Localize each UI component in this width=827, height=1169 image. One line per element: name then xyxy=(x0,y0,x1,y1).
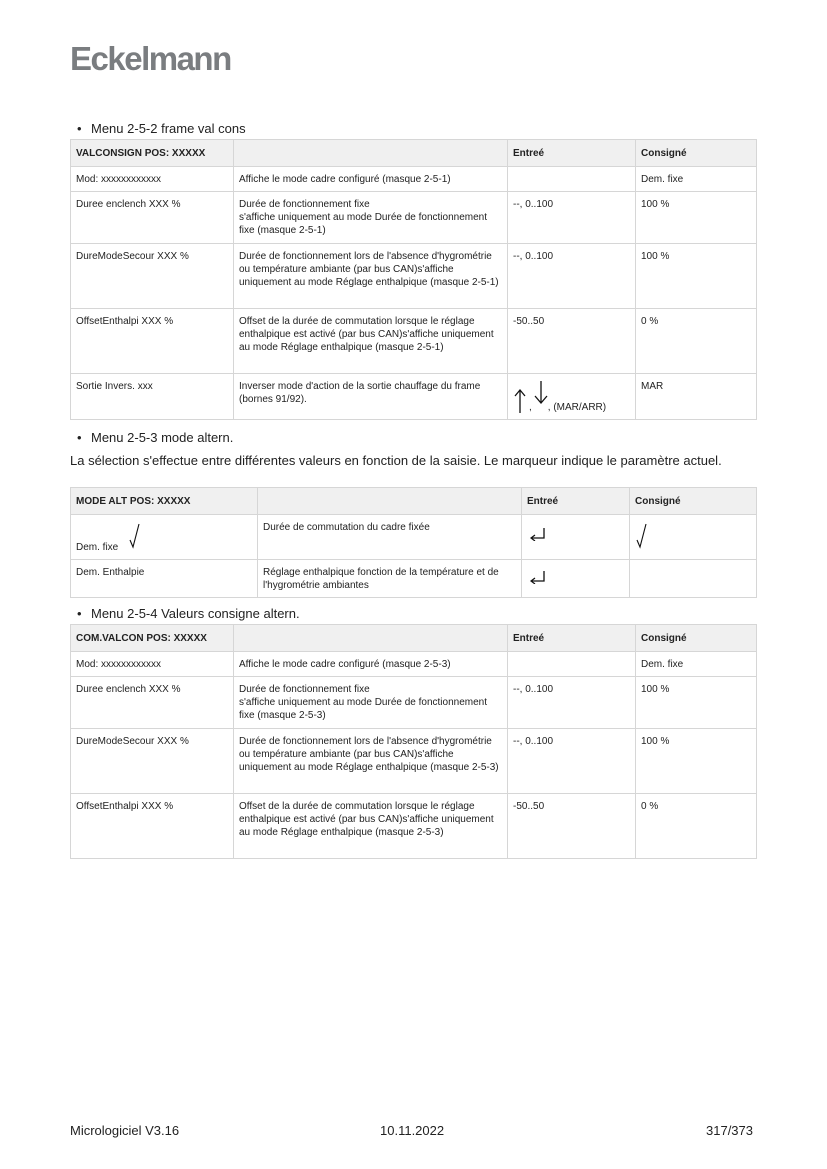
return-icon[interactable] xyxy=(529,527,547,541)
param-entry xyxy=(522,515,630,560)
bullet-dot: • xyxy=(77,121,82,136)
param-name: DureModeSecour XXX % xyxy=(71,244,234,309)
header-cell: Consigné xyxy=(636,625,757,652)
param-entry: --, 0..100 xyxy=(508,729,636,794)
param-entry: -50..50 xyxy=(508,794,636,859)
table-row xyxy=(71,167,757,192)
param-entry: --, 0..100 xyxy=(508,192,636,244)
param-desc: Durée de fonctionnement lors de l'absence d'hygrométrie ou température ambiante (par bus CAN)s'affiche uniquement au mode Réglage enthalpique (masque 2-5-3) xyxy=(234,729,508,794)
table-menu-2-5-3 xyxy=(70,487,757,598)
param-desc: Offset de la durée de commutation lorsque le réglage enthalpique est activé (par bus CAN)s'affiche uniquement au mode Réglage enthalpique (masque 2-5-3) xyxy=(234,794,508,859)
arrow-down-icon xyxy=(534,380,548,406)
arrow-up-icon xyxy=(514,388,526,414)
param-default: 100 % xyxy=(636,729,757,794)
param-desc: Affiche le mode cadre configuré (masque 2-5-1) xyxy=(234,167,508,192)
bullet-dot: • xyxy=(77,606,82,621)
table-header-row xyxy=(71,625,757,652)
header-cell xyxy=(258,488,522,515)
bullet-dot: • xyxy=(77,430,82,445)
section-bullet-menu-2-5-2 xyxy=(77,121,246,136)
param-default: 0 % xyxy=(636,309,757,374)
param-name: Sortie Invers. xxx xyxy=(71,374,234,420)
header-cell: COM.VALCON POS: XXXXX xyxy=(71,625,234,652)
param-name: Dem. Enthalpie xyxy=(71,560,258,598)
table-row xyxy=(71,560,757,598)
table-row xyxy=(71,374,757,420)
param-desc: Durée de fonctionnement lors de l'absence d'hygrométrie ou température ambiante (par bus CAN)s'affiche uniquement au mode Réglage enthalpique (masque 2-5-1) xyxy=(234,244,508,309)
param-name: Duree enclench XXX % xyxy=(71,192,234,244)
param-entry xyxy=(508,167,636,192)
param-default: MAR xyxy=(636,374,757,420)
param-default: 100 % xyxy=(636,192,757,244)
header-cell: Entreé xyxy=(508,140,636,167)
param-entry xyxy=(508,652,636,677)
param-default: Dem. fixe xyxy=(636,652,757,677)
param-entry xyxy=(522,560,630,598)
param-desc: Durée de fonctionnement fixe s'affiche uniquement au mode Durée de fonctionnement fixe (masque 2-5-1) xyxy=(234,192,508,244)
param-name xyxy=(71,515,258,560)
header-cell: Consigné xyxy=(636,140,757,167)
checkmark-icon xyxy=(129,523,141,549)
param-default: 100 % xyxy=(636,677,757,729)
section-title: Menu 2-5-4 Valeurs consigne altern. xyxy=(91,606,300,621)
header-cell xyxy=(234,140,508,167)
param-entry: --, 0..100 xyxy=(508,244,636,309)
header-cell: Consigné xyxy=(630,488,757,515)
param-desc: Inverser mode d'action de la sortie chauffage du frame (bornes 91/92). xyxy=(234,374,508,420)
param-desc: Réglage enthalpique fonction de la température et de l'hygrométrie ambiantes xyxy=(258,560,522,598)
return-icon[interactable] xyxy=(529,570,547,584)
param-desc: Durée de commutation du cadre fixée xyxy=(258,515,522,560)
entry-suffix: , (MAR/ARR) xyxy=(547,402,607,413)
param-entry xyxy=(508,374,636,420)
table-row xyxy=(71,652,757,677)
entry-separator: , xyxy=(529,402,532,413)
param-entry: --, 0..100 xyxy=(508,677,636,729)
table-header-row xyxy=(71,140,757,167)
param-name: OffsetEnthalpi XXX % xyxy=(71,794,234,859)
param-entry: -50..50 xyxy=(508,309,636,374)
param-name: Duree enclench XXX % xyxy=(71,677,234,729)
param-default: Dem. fixe xyxy=(636,167,757,192)
header-cell xyxy=(234,625,508,652)
param-desc: Durée de fonctionnement fixe s'affiche uniquement au mode Durée de fonctionnement fixe (masque 2-5-3) xyxy=(234,677,508,729)
footer-software-version: Micrologiciel V3.16 xyxy=(70,1123,180,1138)
table-row xyxy=(71,729,757,794)
header-cell: Entreé xyxy=(508,625,636,652)
section-bullet-menu-2-5-4 xyxy=(77,606,300,621)
table-row xyxy=(71,309,757,374)
param-name: Mod: xxxxxxxxxxxx xyxy=(71,652,234,677)
header-cell: VALCONSIGN POS: XXXXX xyxy=(71,140,234,167)
table-menu-2-5-4 xyxy=(70,624,757,859)
checkmark-icon xyxy=(636,523,648,549)
param-default xyxy=(630,515,757,560)
section-title: Menu 2-5-3 mode altern. xyxy=(91,430,234,445)
table-row xyxy=(71,677,757,729)
param-name: OffsetEnthalpi XXX % xyxy=(71,309,234,374)
param-name: DureModeSecour XXX % xyxy=(71,729,234,794)
param-default: 0 % xyxy=(636,794,757,859)
header-cell: Entreé xyxy=(522,488,630,515)
table-row xyxy=(71,192,757,244)
section-paragraph: La sélection s'effectue entre différentes valeurs en fonction de la saisie. Le marqueur indique le paramètre actuel. xyxy=(70,453,722,468)
table-row xyxy=(71,794,757,859)
param-default xyxy=(630,560,757,598)
option-label: Dem. fixe xyxy=(76,542,119,553)
section-title: Menu 2-5-2 frame val cons xyxy=(91,121,246,136)
param-desc: Offset de la durée de commutation lorsque le réglage enthalpique est activé (par bus CAN)s'affiche uniquement au mode Réglage enthalpique (masque 2-5-1) xyxy=(234,309,508,374)
param-default: 100 % xyxy=(636,244,757,309)
table-row xyxy=(71,515,757,560)
table-menu-2-5-2 xyxy=(70,139,757,420)
footer-page-number: 317/373 xyxy=(706,1123,753,1138)
footer-date: 10.11.2022 xyxy=(380,1123,445,1138)
company-logo: Eckelmann xyxy=(70,40,231,77)
param-desc: Affiche le mode cadre configuré (masque 2-5-3) xyxy=(234,652,508,677)
param-name: Mod: xxxxxxxxxxxx xyxy=(71,167,234,192)
section-bullet-menu-2-5-3 xyxy=(77,430,233,445)
table-row xyxy=(71,244,757,309)
header-cell: MODE ALT POS: XXXXX xyxy=(71,488,258,515)
table-header-row xyxy=(71,488,757,515)
